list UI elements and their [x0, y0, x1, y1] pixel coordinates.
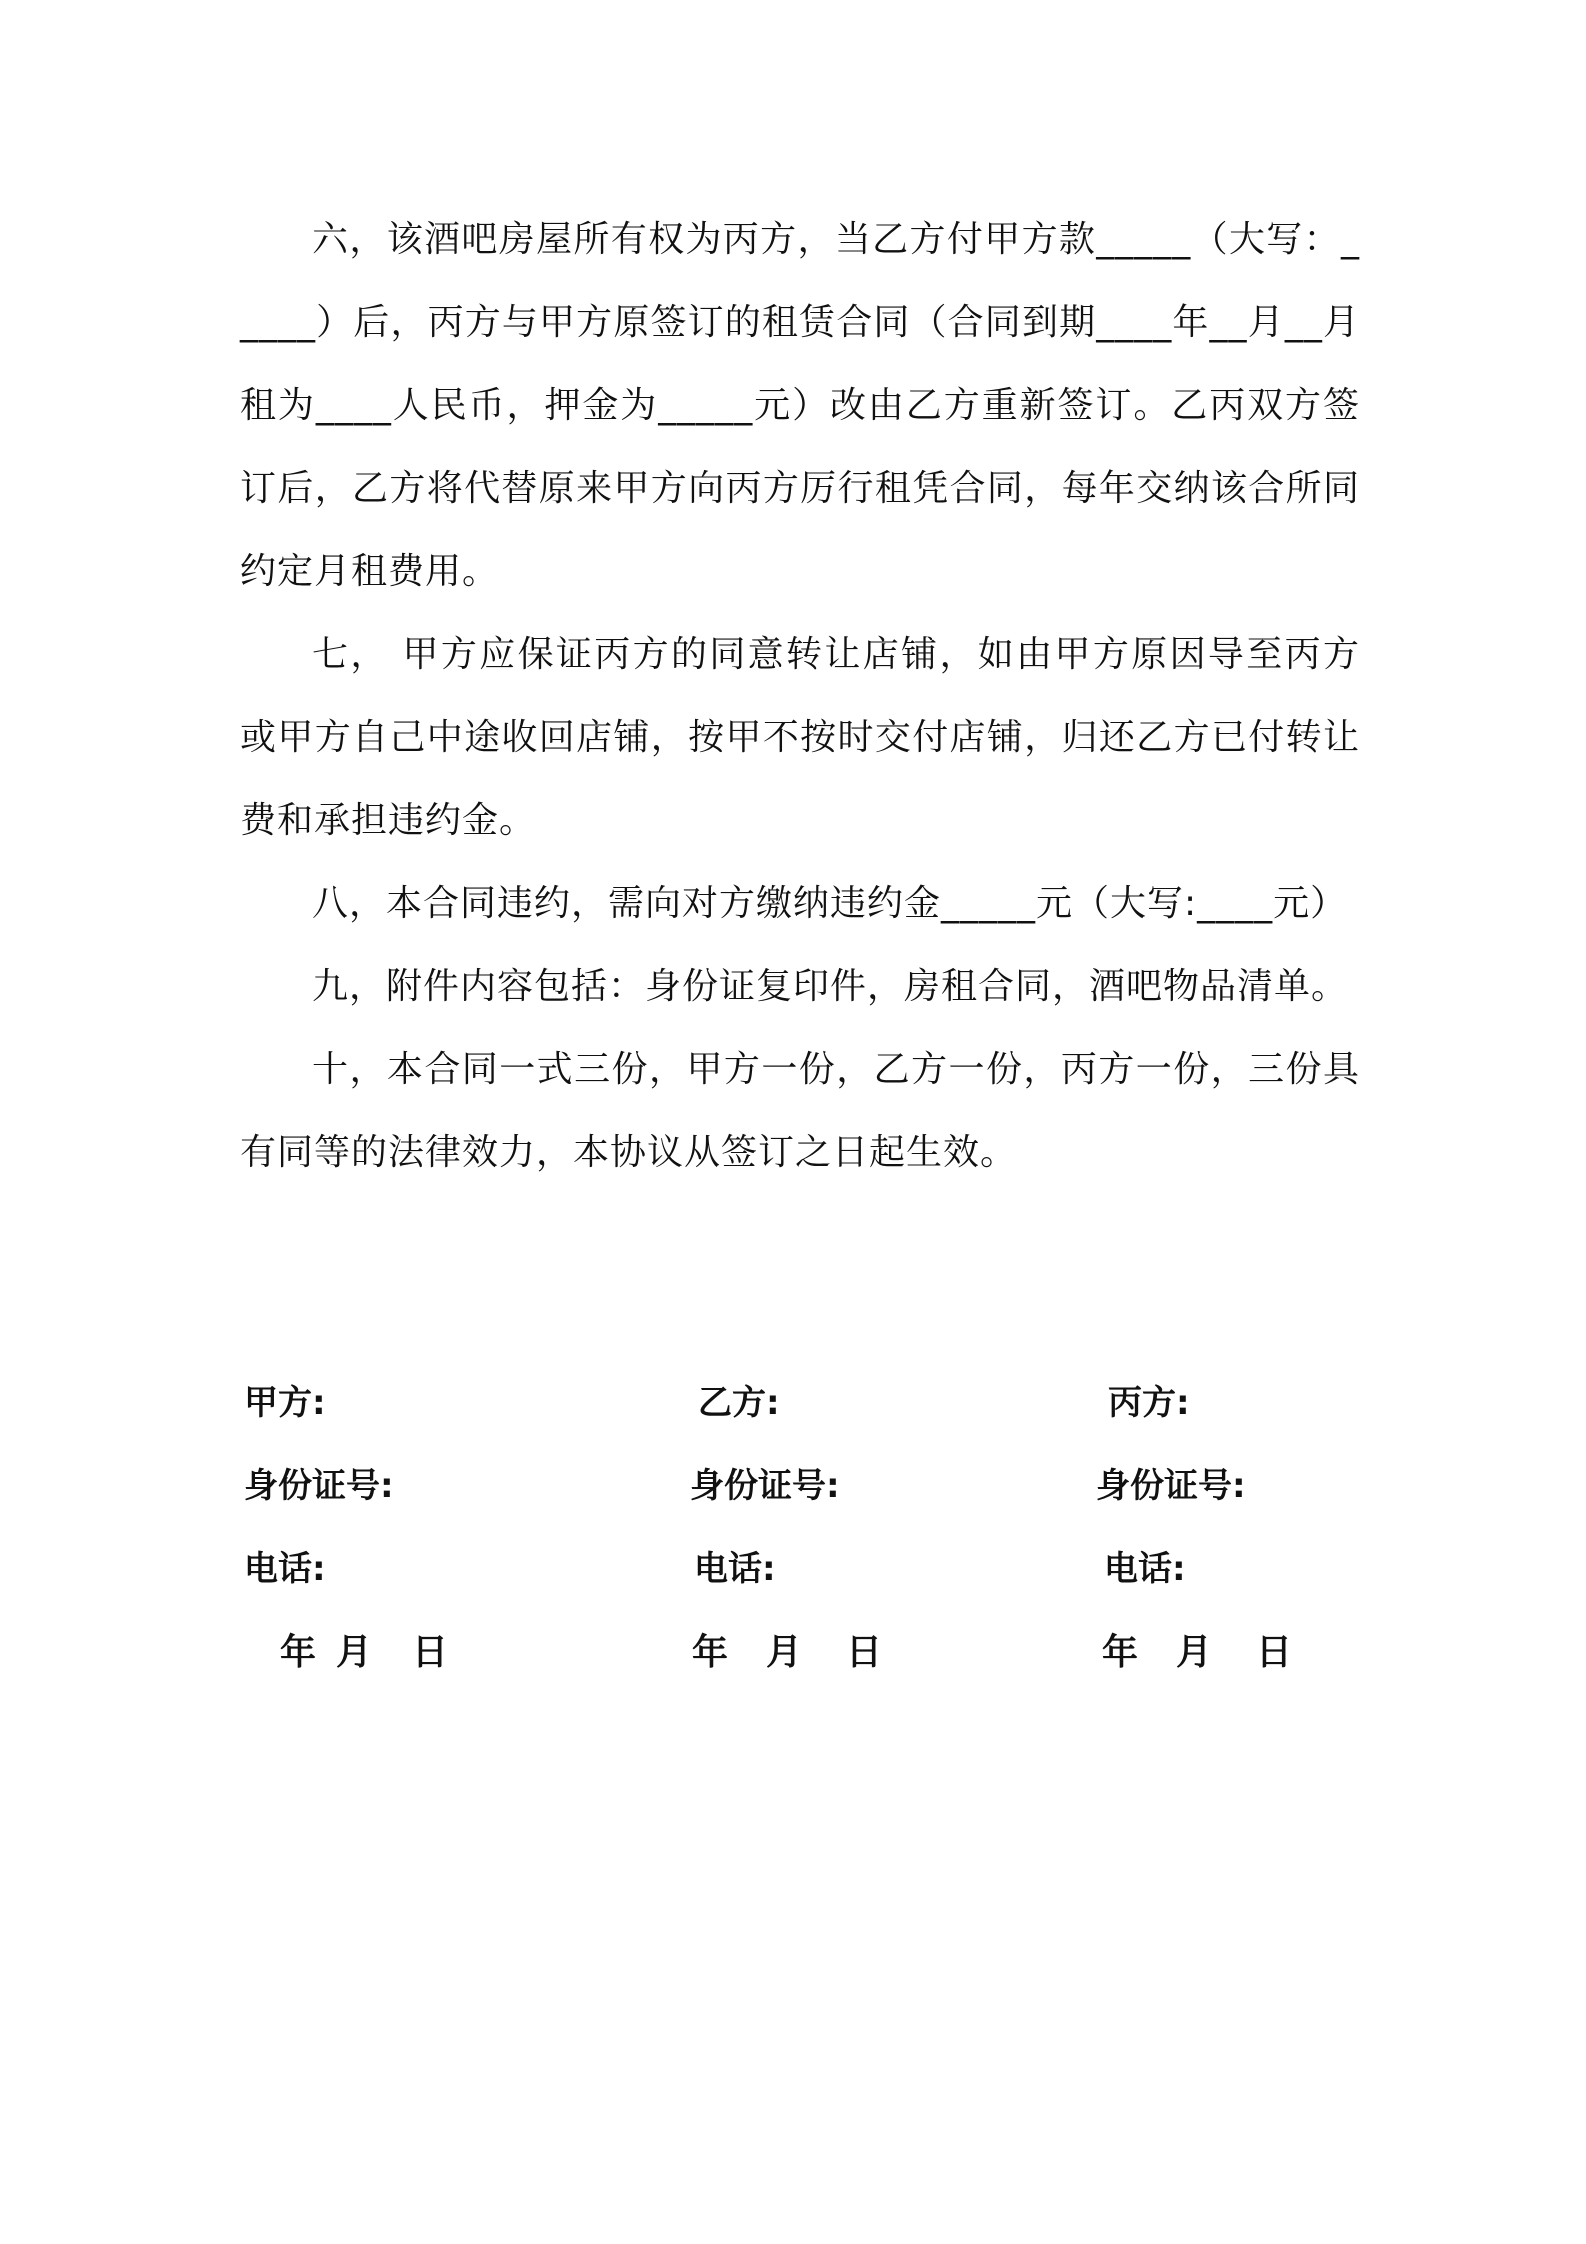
clause-nine: 九，附件内容包括：身份证复印件，房租合同，酒吧物品清单。: [312, 966, 1349, 1007]
party-b-id-label: 身份证号:: [690, 1466, 840, 1506]
party-c-label: 丙方:: [1108, 1383, 1190, 1423]
signature-party-b: [690, 1362, 1050, 1694]
party-b-label: 乙方:: [698, 1383, 780, 1423]
clause-ten: 十，本合同一式三份，甲方一份，乙方一份，丙方一份，三份具有同等的法律效力，本协议从签订之日起生效。: [240, 1049, 1360, 1173]
party-a-id-label: 身份证号:: [244, 1466, 394, 1506]
contract-body: [240, 198, 1360, 1194]
party-b-date: [690, 1611, 1050, 1694]
party-a-label: 甲方:: [244, 1383, 326, 1423]
party-c-id-label: 身份证号:: [1096, 1466, 1246, 1506]
party-a-day: 日: [412, 1632, 449, 1673]
party-c-month: 月: [1176, 1632, 1213, 1673]
party-b-month: 月: [766, 1632, 803, 1673]
party-a-phone-label: 电话:: [244, 1549, 326, 1589]
party-a-month: 月: [336, 1632, 373, 1673]
party-c-day: 日: [1256, 1632, 1293, 1673]
clause-eight: 八，本合同违约，需向对方缴纳违约金_____元（大写:____元）: [312, 883, 1348, 924]
party-b-phone-label: 电话:: [694, 1549, 776, 1589]
party-b-day: 日: [846, 1632, 883, 1673]
signature-party-a: [244, 1362, 604, 1694]
party-a-date: [244, 1611, 604, 1694]
clause-seven: 七， 甲方应保证丙方的同意转让店铺，如由甲方原因导至丙方或甲方自己中途收回店铺，按甲不按时交付店铺，归还乙方已付转让费和承担违约金。: [240, 634, 1360, 841]
signature-party-c: [1096, 1362, 1456, 1694]
party-a-year: 年: [280, 1632, 317, 1673]
party-c-year: 年: [1102, 1632, 1139, 1673]
clause-six: 六，该酒吧房屋所有权为丙方，当乙方付甲方款_____（大写：_____）后，丙方与甲方原签订的租赁合同（合同到期____年__月__月租为____人民币，押金为_____元）改由乙方重新签订。乙丙双方签订后，乙方将代替原来甲方向丙方厉行租凭合同，每年交纳该合所同约定月租费用。: [240, 219, 1360, 592]
party-b-year: 年: [692, 1632, 729, 1673]
party-c-date: [1096, 1611, 1456, 1694]
party-c-phone-label: 电话:: [1104, 1549, 1186, 1589]
